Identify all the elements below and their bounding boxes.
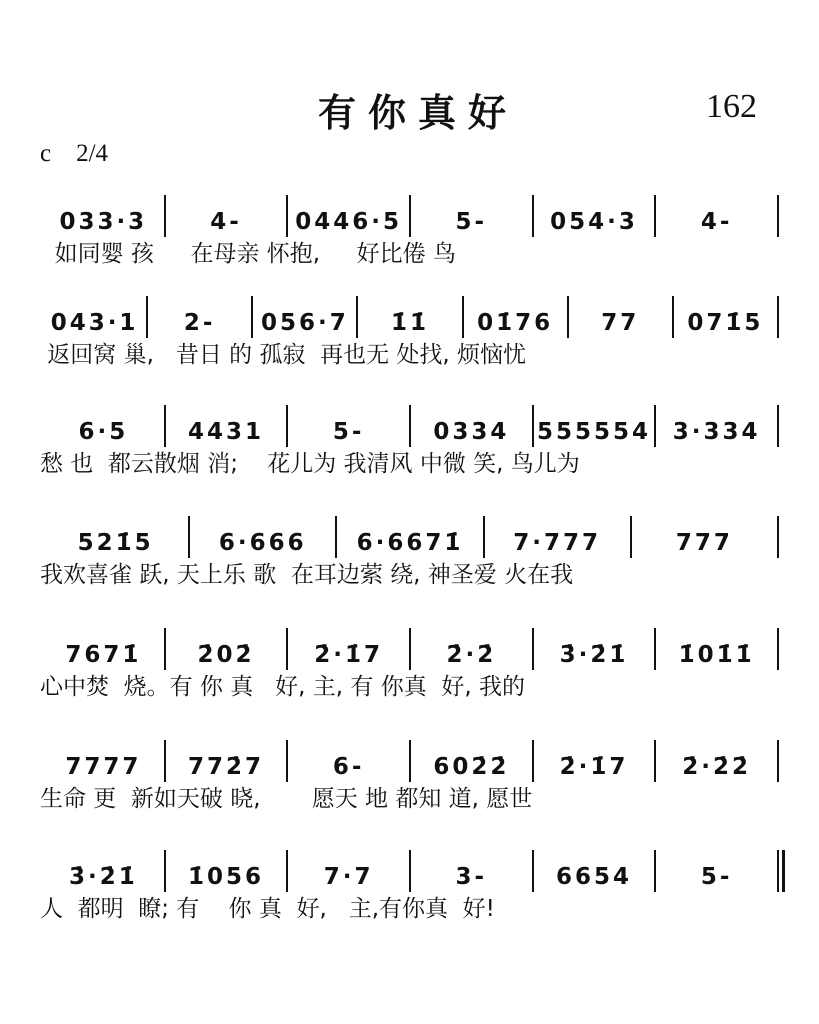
measure: 3- — [455, 864, 488, 890]
bar-line — [532, 850, 534, 892]
measure: 4431 — [187, 419, 264, 445]
measure: 521̇5 — [77, 530, 154, 556]
song-title: 有你真好 — [318, 90, 519, 135]
measure: 6654 — [555, 864, 632, 890]
measure: 0446·5 — [295, 209, 403, 235]
bar-line — [164, 740, 166, 782]
measure: 1̇01̇1̇ — [678, 642, 755, 668]
measure: 3·334 — [672, 419, 761, 445]
bar-line — [409, 628, 411, 670]
bar-line — [532, 628, 534, 670]
bar-line — [672, 296, 674, 338]
bar-line — [188, 516, 190, 558]
measure: 3̇·2̇1̇ — [68, 864, 138, 890]
bar-line — [286, 405, 288, 447]
bar-line — [654, 628, 656, 670]
measure: 5- — [332, 419, 365, 445]
measure: 056·7 — [260, 310, 349, 336]
bar-line — [409, 850, 411, 892]
lyric-line: 心中焚 烧。有 你 真 好, 主, 有 你真 好, 我的 — [40, 674, 525, 700]
bar-line — [164, 628, 166, 670]
measure: 0334 — [433, 419, 510, 445]
measure: 033·3 — [59, 209, 148, 235]
bar-line — [777, 296, 779, 338]
measure: 6·5 — [78, 419, 129, 445]
bar-line — [777, 740, 779, 782]
measure: 4- — [700, 209, 733, 235]
bar-line — [164, 405, 166, 447]
staff-row — [0, 296, 819, 376]
lyric-line: 如同婴 孩 在母亲 怀抱, 好比倦 鸟 — [40, 241, 456, 267]
measure: 6·6671̇ — [356, 530, 464, 556]
bar-line — [286, 740, 288, 782]
measure: 1̇056 — [187, 864, 264, 890]
bar-line — [532, 405, 534, 447]
measure: 7671̇ — [65, 642, 142, 668]
measure: 5- — [700, 864, 733, 890]
measure: 2̇·2̇2̇ — [682, 754, 752, 780]
bar-line — [483, 516, 485, 558]
bar-line — [654, 195, 656, 237]
page-number: 162 — [706, 88, 757, 125]
measure: 4- — [210, 209, 242, 235]
staff-row — [0, 405, 819, 485]
measure: 555554 — [536, 419, 651, 445]
bar-line — [409, 195, 411, 237]
measure: 7·7 — [323, 864, 374, 890]
bar-line — [164, 850, 166, 892]
bar-line — [409, 740, 411, 782]
bar-line — [251, 296, 253, 338]
measure: 043·1 — [50, 310, 139, 336]
bar-line — [777, 405, 779, 447]
measure: 2̇·1̇7 — [314, 642, 384, 668]
lyric-line: 愁 也 都云散烟 消; 花儿为 我清风 中微 笑, 鸟儿为 — [40, 451, 580, 477]
bar-line — [630, 516, 632, 558]
staff-row — [0, 195, 819, 275]
bar-line — [777, 195, 779, 237]
bar-line — [409, 405, 411, 447]
bar-line — [532, 195, 534, 237]
lyric-line: 人 都明 瞭; 有 你 真 好, 主,有你真 好! — [40, 896, 495, 922]
bar-line — [654, 405, 656, 447]
measure: 054·3 — [550, 209, 638, 235]
measure: 7·777 — [513, 530, 602, 556]
measure: 2̇·2̇ — [446, 642, 497, 668]
bar-line — [164, 195, 166, 237]
lyric-line: 我欢喜雀 跃, 天上乐 歌 在耳边萦 绕, 神圣爱 火在我 — [40, 562, 574, 588]
bar-line — [335, 516, 337, 558]
bar-line — [286, 850, 288, 892]
bar-line — [777, 628, 779, 670]
bar-line — [654, 740, 656, 782]
measure: 2̇02̇ — [197, 642, 255, 668]
staff-row — [0, 850, 819, 930]
measure: 6- — [332, 754, 365, 780]
staff-row — [0, 516, 819, 596]
measure: 071̇5 — [687, 310, 764, 336]
measure: 777 — [675, 530, 733, 556]
bar-line — [286, 628, 288, 670]
bar-line — [286, 195, 288, 237]
measure: 2̇·1̇7 — [559, 754, 629, 780]
staff-row — [0, 628, 819, 708]
measure: 77 — [601, 310, 640, 336]
measure: 3̇·2̇1̇ — [559, 642, 629, 668]
measure: 602̇2̇ — [433, 754, 510, 780]
bar-line — [777, 850, 785, 892]
bar-line — [567, 296, 569, 338]
measure: 1̇1̇ — [390, 310, 429, 336]
lyric-line: 生命 更 新如天破 晓, 愿天 地 都知 道, 愿世 — [40, 786, 533, 812]
bar-line — [462, 296, 464, 338]
measure: 772̇7 — [187, 754, 264, 780]
bar-line — [146, 296, 148, 338]
measure: 6·666 — [218, 530, 307, 556]
bar-line — [777, 516, 779, 558]
staff-row — [0, 740, 819, 820]
bar-line — [532, 740, 534, 782]
measure: 01̇76 — [477, 310, 554, 336]
measure: 7777 — [65, 754, 142, 780]
key-signature: c 2/4 — [40, 140, 109, 167]
lyric-line: 返回窝 巢, 昔日 的 孤寂 再也无 处找, 烦恼忧 — [40, 342, 527, 368]
measure: 2- — [183, 310, 216, 336]
bar-line — [654, 850, 656, 892]
measure: 5- — [455, 209, 488, 235]
bar-line — [356, 296, 358, 338]
